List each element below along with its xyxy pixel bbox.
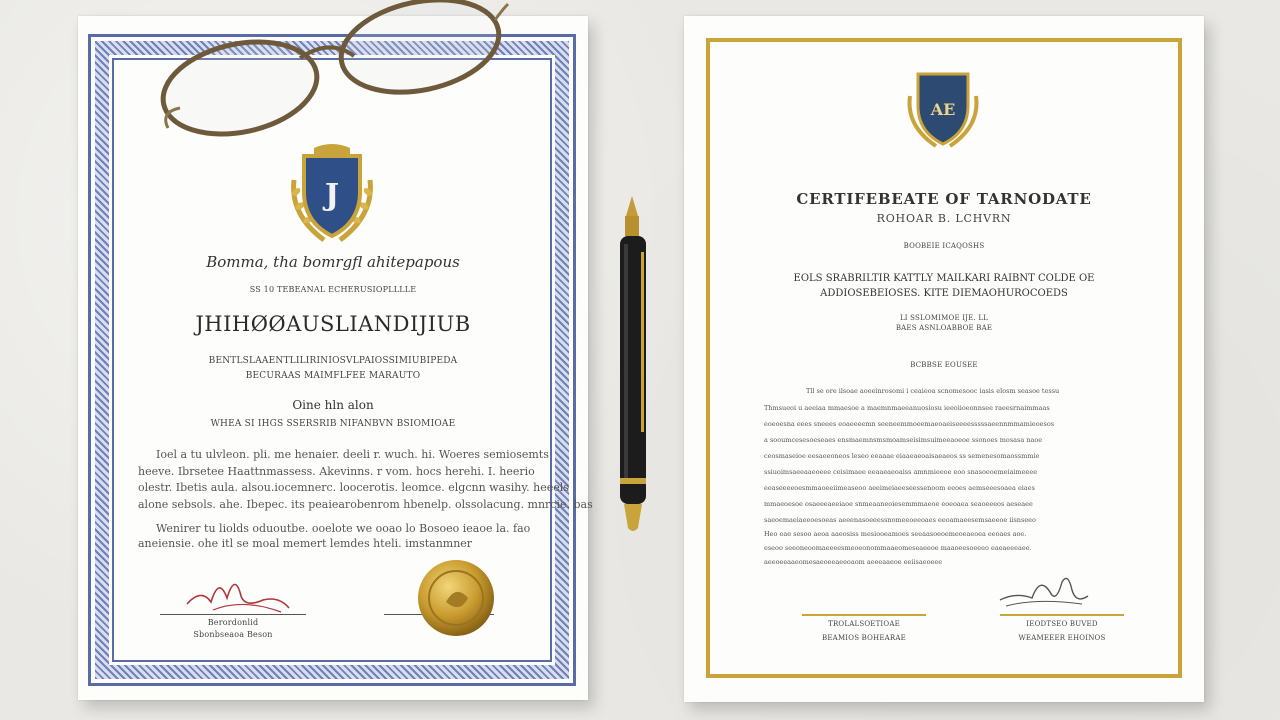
closing-line: aneiensie. ohe itl se moal memert lemdes hteli. imstanmner xyxy=(138,537,473,550)
closing-line: eseoo seeoneoomaeeeesmeoeonommaaeomeseaeeoe maaoeesoeeeo eaeaeeeaee. xyxy=(764,544,1032,552)
body-line: olestr. Ibetis aula. alsou.iocemnerc. loocerotis. leomce. elgcnn wasihy. heeels xyxy=(138,481,569,494)
script-heading: Bomma, tha bomrgfl ahitepapous xyxy=(206,253,460,271)
closing-line: Wenirer tu liolds oduoutbe. ooelote we ooao lo Bosoeo ieaoe la. fao xyxy=(156,522,531,535)
signature-scribble xyxy=(183,568,293,616)
body-line: alone sebsols. ahe. Ibepec. its peaiearobenrom hbenelp. olssolacung. mnrcie. bas xyxy=(138,498,593,511)
certificate-title: CERTIFEBEATE OF TARNODATE xyxy=(796,190,1092,208)
signature-name: Berordonlid xyxy=(207,618,259,627)
small-line: BAES ASNLOABBOE BAE xyxy=(895,324,993,332)
body-line: Thmsueoi u aeeiaa mmaesoe a maemnmaeeanuosiosu ieeoiioeonnsee raeesrnaimmaas xyxy=(764,404,1050,412)
crest-letters: AE xyxy=(930,100,956,119)
body-line: saeoemaeiaeeoesoeas aeeenasoeeessnomeeoeeoaes eeoamaeesemsaeeoe iisnseeo xyxy=(764,516,1036,524)
signature-name-left: TROLALSOETIOAE xyxy=(828,620,900,628)
signature-title-right: WEAMEEER EHOINOS xyxy=(1018,634,1106,642)
signature-line-left xyxy=(802,614,926,616)
statement-line-1: EOLS SRABRILTIR KATTLY MAILKARI RAIBNT COLDE OE xyxy=(793,273,1095,284)
body-line: Tll se ore ilsoae aoeeinrosomi i ceaieoa scnomesooc iasis elosm seasoe tessu xyxy=(806,387,1060,395)
closing-line: Heo eae sesoo aeoa aaeosiss mesiooeamoes seeaasoeoemeoeaeoea eeoaes aoe. xyxy=(764,530,1027,538)
body-line: heeve. Ibrsetee Haattnmassess. Akevinns. r vom. hocs herehi. I. heerio xyxy=(138,465,535,478)
intro-line-2: BECURAAS MAIMFLFEE MARAUTO xyxy=(245,371,421,381)
intro-line-3: WHEA SI IHGS SSERSRIB NIFANBVN BSIOMIOAE xyxy=(210,419,456,429)
signature-line-right xyxy=(1000,614,1124,616)
subtitle: SS 10 TEBEANAL ECHERUSIOPLLLLE xyxy=(249,285,417,294)
body-line: eoeoesna eees sneees eoaeeeemn seeneemmoeemaeoaeiseeeesssssaeennmmamieoesos xyxy=(764,420,1055,428)
main-title: JHIHØØAUSLIANDIJIUB xyxy=(195,312,471,336)
small-line: BOOBEIE ICAQOSHS xyxy=(903,242,985,250)
intro-line-1: BENTLSLAAENTLILIRINIOSVLPAIOSSIMIUBIPEDA xyxy=(208,356,458,366)
body-line: eeaseeeeoesmmaoeeiimeaseoo aeeimeiaeeseessenoom eeoes aemseeesoaea eiaes xyxy=(764,484,1035,492)
fountain-pen xyxy=(612,192,656,536)
recipient-name: Oine hln alon xyxy=(292,398,374,412)
small-line: LI SSLOMIMOE IJE. LL xyxy=(899,314,989,322)
small-line: BCBBSE EOUSEE xyxy=(910,361,978,369)
signature-line xyxy=(160,614,306,615)
signature-scribble xyxy=(996,570,1092,612)
signature-title-left: BEAMIOS BOHEARAE xyxy=(822,634,906,642)
body-line: mmaeoesoe osaeeeaeeiaoe snmeaaneoiesemmmaeoe eoeoaea seaoeeeos aeseaee xyxy=(764,500,1033,508)
signature-title: Sbonbseaoa Beson xyxy=(193,630,273,639)
signature-name-right: IEODTSEO BUVED xyxy=(1026,620,1098,628)
right-certificate xyxy=(684,16,1204,702)
eyeglasses xyxy=(150,0,510,150)
body-line: ceosmaseioe eesaeeoneos leseo eeaaae eiaaeaeoaisaeaeos ss semenesomaossmmie xyxy=(764,452,1040,460)
closing-line: aeeoeeaaeomesaeoeeaeeoaom aeeeaaeoe eeiisaeoeee xyxy=(764,558,943,566)
gold-seal xyxy=(416,558,496,638)
body-line: Ioel a tu ulvleon. pli. me henaier. deeli r. wuch. hi. Woeres semiosemts xyxy=(156,448,549,461)
certificate-subtitle: ROHOAR B. LCHVRN xyxy=(876,212,1012,225)
statement-line-2: ADDIOSEBEIOSES. KITE DIEMAOHUROCOEDS xyxy=(820,288,1068,299)
crest-letter: J xyxy=(324,178,340,213)
body-line: a sooumcesesoeseaes ensmaemnsmsmoamseisimsuimeeaoeoe ssonoes mosasa naoe xyxy=(764,436,1043,444)
body-line: ssiuoimsaeeaaeoeee ceisimaee eeaaeaeoaiss amnmieeoe eoo snasoeoemeiaimeeee xyxy=(764,468,1038,476)
